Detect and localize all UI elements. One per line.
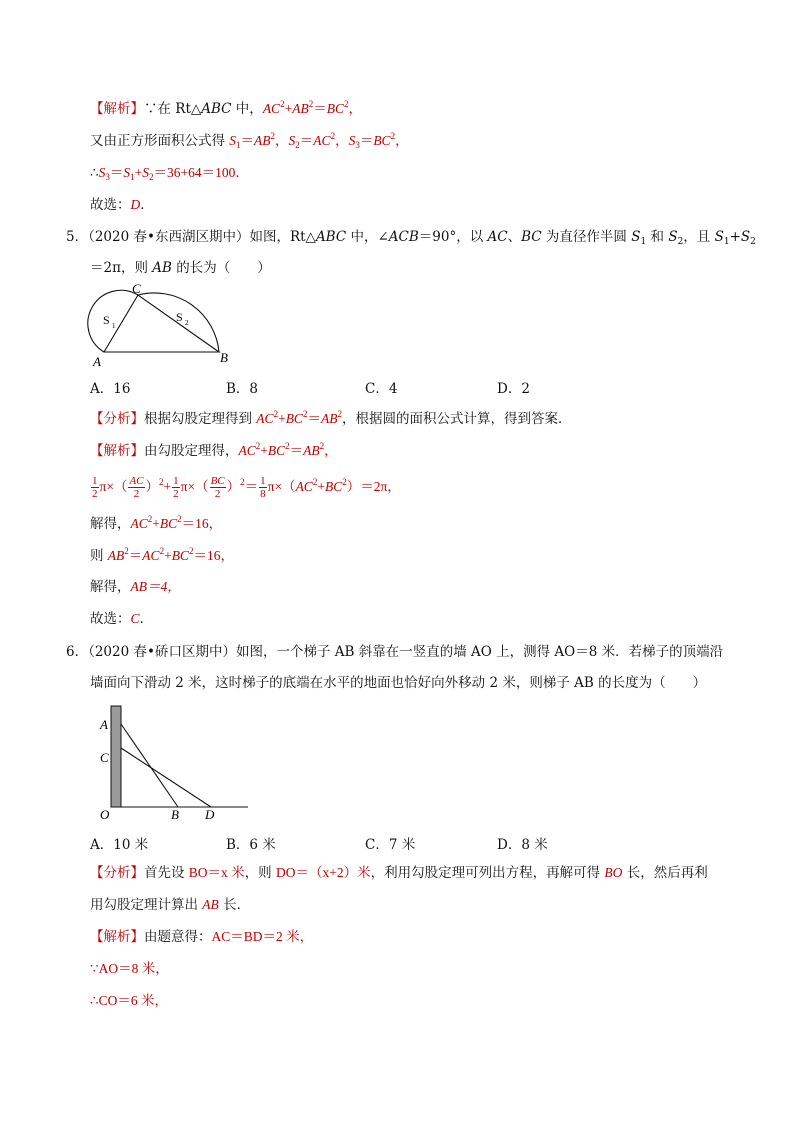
fenxi-tag: 【分析】 <box>90 865 144 881</box>
q5-option-a[interactable]: A．16 <box>90 381 131 397</box>
q6-stem-line-1: 6．（2020 春•硚口区期中）如图，一个梯子 AB 斜靠在一竖直的墙 AO 上，测得 AO＝8 米．若梯子的顶端沿 <box>66 644 724 660</box>
q6-fenxi-line-2: 用勾股定理计算出 AB 长． <box>90 897 251 913</box>
prev-solution-line-2: 又由正方形面积公式得 $S_1=AB^2$，$S_2=AC^2$，$S_3=BC^2$， <box>90 131 409 150</box>
analysis-tag: 【解析】 <box>90 101 144 117</box>
q6-option-c[interactable]: C．7 米 <box>365 837 416 853</box>
q6-option-d[interactable]: D．8 米 <box>497 837 548 853</box>
q5-jiexi-line-3: 解得，$AC^2+BC^2=16$， <box>90 514 223 532</box>
formula: $AB^2=AC^2+BC^2=16$， <box>107 546 234 563</box>
ladder-cd <box>121 748 211 807</box>
prev-solution-line-1: 【解析】∵在 Rt△ABC 中，$AC^2+AB^2=BC^2$， <box>90 99 362 117</box>
q6-ladder-figure <box>96 702 252 824</box>
q5-jiexi-line-1: 【解析】由勾股定理得，$AC^2+BC^2=AB^2$， <box>90 441 338 459</box>
formula: AB＝4， <box>130 579 181 594</box>
formula: $AC^2+BC^2=AB^2$ <box>256 409 342 426</box>
label-C: C <box>100 750 109 765</box>
ladder-ab <box>121 724 178 807</box>
q6-jiexi-line-2: ∵AO＝8 米， <box>90 961 169 976</box>
prev-answer-line: 故选：D． <box>90 197 154 213</box>
formula: $AC^2+BC^2=AB^2$， <box>238 441 338 458</box>
formula: $S_3=S_1+S_2=36+64=100$． <box>98 165 249 182</box>
label-A: A <box>100 717 108 732</box>
label-S2: S <box>176 310 183 324</box>
q5-option-b[interactable]: B．8 <box>226 381 259 397</box>
q5-jiexi-line-2: $\frac{1}{2}$ π×（ $\frac{AC}{2}$ ）$^2$+ $\frac{1}{2}$ π×（ $\frac{BC}{2}$ ）$^2$＝ $\frac{1}{8}$ $\pi\times(AC^2+BC^2)=2\pi$， <box>92 475 401 501</box>
q5-stem-line-2: ＝2π，则 AB 的长为（ ） <box>90 260 271 276</box>
fenxi-tag: 【分析】 <box>90 411 144 427</box>
triangle-abc <box>104 295 219 352</box>
label-A: A <box>93 354 101 369</box>
label-S1: S <box>103 313 110 327</box>
wall <box>111 706 121 807</box>
q6-jiexi-line-1: 【解析】由题意得：AC＝BD＝2 米， <box>90 929 314 945</box>
q5-option-d[interactable]: D．2 <box>497 381 530 397</box>
q5-answer-line: 故选：C． <box>90 611 154 627</box>
formula: $S_1=AB^2$，$S_2=AC^2$，$S_3=BC^2$， <box>229 131 409 150</box>
label-S1-sub: 1 <box>112 322 116 330</box>
formula: $AC^2+AB^2=BC^2$， <box>262 99 362 116</box>
label-B: B <box>220 350 228 365</box>
label-O: O <box>100 807 110 822</box>
q5-option-c[interactable]: C．4 <box>365 381 398 397</box>
q5-jiexi-line-5: 解得，AB＝4， <box>90 579 181 595</box>
q6-option-b[interactable]: B．6 米 <box>226 837 276 853</box>
q6-jiexi-line-3: ∴CO＝6 米， <box>90 993 168 1008</box>
q6-fenxi-line-1: 【分析】首先设 BO＝x 米，则 DO＝（x+2）米，利用勾股定理可列出方程，再解可得 BO 长，然后再利 <box>90 865 708 881</box>
analysis-tag: 【解析】 <box>90 443 144 459</box>
analysis-tag: 【解析】 <box>90 929 144 945</box>
prev-solution-line-3: $\therefore S_3=S_1+S_2=36+64=100$． <box>90 165 249 182</box>
q5-fenxi-line: 【分析】根据勾股定理得到 $AC^2+BC^2=AB^2$，根据圆的面积公式计算，得到答案． <box>90 409 572 427</box>
q5-jiexi-line-4: 则 $AB^2=AC^2+BC^2=16$， <box>90 546 234 564</box>
label-S2-sub: 2 <box>185 319 189 327</box>
label-C: C <box>132 284 141 296</box>
question-number: 6． <box>66 644 89 660</box>
question-number: 5． <box>66 229 89 245</box>
q5-semicircle-figure <box>86 284 236 370</box>
formula: $AC^2+BC^2=16$， <box>130 514 223 531</box>
fraction-equation: $\frac{1}{2}$ π×（ $\frac{AC}{2}$ ）$^2$+ $\frac{1}{2}$ π×（ $\frac{BC}{2}$ ）$^2$＝ $\frac{1}{8}$ $\pi\times(AC^2+BC^2)$ <box>92 475 361 501</box>
q6-option-a[interactable]: A．10 米 <box>90 837 149 853</box>
label-B: B <box>171 807 179 822</box>
q6-stem-line-2: 墙面向下滑动 2 米，这时梯子的底端在水平的地面也恰好向外移动 2 米，则梯子 AB 的长度为（ ） <box>90 675 707 691</box>
q5-stem-line-1: 5．（2020 春•东西湖区期中）如图，Rt△ABC 中，∠ACB＝90°，以 AC、BC 为直径作半圆 $S_1$ 和 $S_2$，且 $S_1+S_2$ <box>66 229 756 247</box>
label-D: D <box>205 807 215 822</box>
